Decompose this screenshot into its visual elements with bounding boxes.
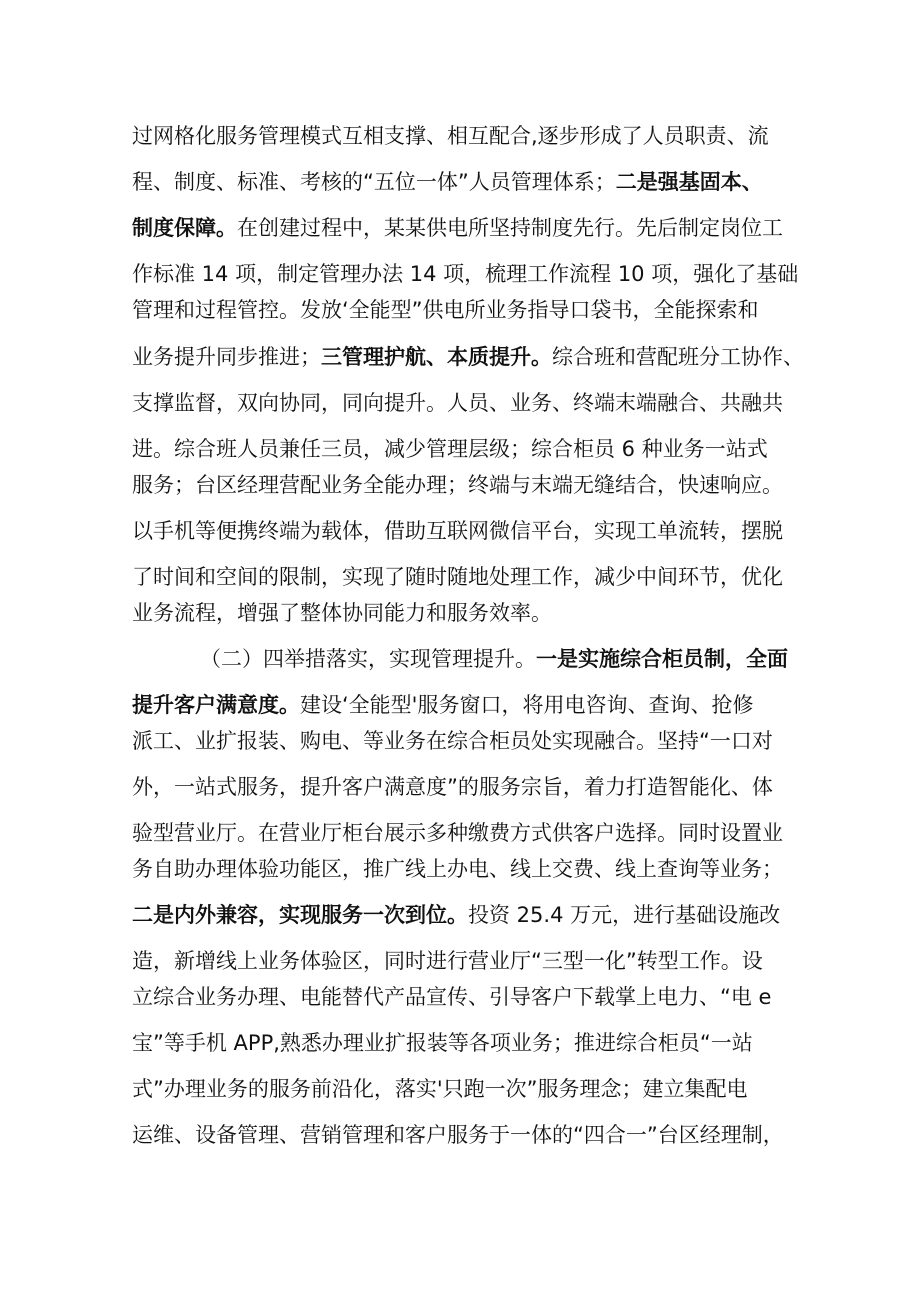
text-run: 过网格化服务管理模式互相支撑、相互配合,逐步形成了人员职责、流 bbox=[132, 124, 769, 148]
bold-text-run: 制度保障。 bbox=[132, 216, 237, 240]
text-line bbox=[132, 337, 804, 377]
text-line bbox=[132, 895, 780, 935]
bold-text-run: 提升客户满意度。 bbox=[132, 693, 300, 717]
text-line bbox=[132, 1115, 784, 1155]
text-line bbox=[132, 593, 552, 633]
text-line bbox=[132, 511, 783, 551]
text-run: 以手机等便携终端为载体，借助互联网微信平台，实现工单流转，摆脱 bbox=[132, 519, 783, 543]
text-run: 在创建过程中，某某供电所坚持制度先行。先后制定岗位工 bbox=[237, 216, 783, 240]
text-line bbox=[132, 254, 798, 294]
text-line bbox=[132, 767, 773, 807]
text-line bbox=[132, 429, 768, 469]
text-line bbox=[132, 1023, 753, 1063]
text-run: 服务；台区经理营配业务全能办理；终端与末端无缝结合，快速响应。 bbox=[132, 473, 783, 497]
bold-text-run: 三管理护航、本质提升。 bbox=[321, 345, 552, 369]
text-run: 进。综合班人员兼任三员，减少管理层级；综合柜员 6 种业务一站式 bbox=[132, 437, 768, 461]
text-run: 业务提升同步推进； bbox=[132, 345, 321, 369]
text-run: 派工、业扩报装、购电、等业务在综合柜员处实现融合。坚持“一口对 bbox=[132, 729, 773, 753]
text-run: 管理和过程管控。发放‘全能型”供电所业务指导口袋书，全能探索和 bbox=[132, 298, 759, 322]
text-line bbox=[132, 383, 783, 423]
text-run: 支撑监督，双向协同，同向提升。人员、业务、终端末端融合、共融共 bbox=[132, 391, 783, 415]
text-line bbox=[132, 977, 771, 1017]
bold-text-run: 一是实施综合柜员制，全面 bbox=[536, 647, 788, 671]
text-run: 投资 25.4 万元，进行基础设施改 bbox=[468, 903, 781, 927]
text-run: 建设‘全能型'服务窗口，将用电咨询、查询、抢修 bbox=[300, 693, 754, 717]
text-run: 作标准 14 项，制定管理办法 14 项，梳理工作流程 10 项，强化了基础 bbox=[132, 262, 799, 286]
text-line bbox=[132, 557, 783, 597]
text-line bbox=[132, 208, 783, 248]
text-run: 运维、设备管理、营销管理和客户服务于一体的“四合一”台区经理制， bbox=[132, 1123, 784, 1147]
text-line bbox=[132, 849, 783, 889]
text-line bbox=[132, 116, 769, 156]
text-line bbox=[132, 1069, 748, 1109]
bold-text-run: 二是强基固本、 bbox=[615, 170, 763, 194]
text-line bbox=[132, 465, 783, 505]
text-run: 外，一站式服务，提升客户满意度”的服务宗旨，着力打造智能化、体 bbox=[132, 775, 773, 799]
text-run: （二）四举措落实，实现管理提升。 bbox=[200, 647, 536, 671]
text-run: 了时间和空间的限制，实现了随时随地处理工作，减少中间环节，优化 bbox=[132, 565, 783, 589]
text-line bbox=[132, 813, 783, 853]
text-run: 式”办理业务的服务前沿化，落实'只跑一次”服务理念；建立集配电 bbox=[132, 1077, 748, 1101]
text-line bbox=[132, 290, 759, 330]
text-line bbox=[132, 721, 773, 761]
text-run: 业务流程，增强了整体协同能力和服务效率。 bbox=[132, 601, 552, 625]
text-line bbox=[132, 685, 753, 725]
text-run: 造，新增线上业务体验区，同时进行营业厅“三型一化”转型工作。设 bbox=[132, 949, 763, 973]
text-line bbox=[132, 162, 763, 202]
text-run: 务自助办理体验功能区，推广线上办电、线上交费、线上查询等业务； bbox=[132, 857, 783, 881]
text-run: 综合班和营配班分工协作、 bbox=[552, 345, 804, 369]
text-line bbox=[200, 639, 788, 679]
text-run: 立综合业务办理、电能替代产品宣传、引导客户下载掌上电力、“电 e bbox=[132, 985, 772, 1009]
text-run: 宝”等手机 APP,熟悉办理业扩报装等各项业务；推进综合柜员“一站 bbox=[132, 1031, 753, 1055]
bold-text-run: 二是内外兼容，实现服务一次到位。 bbox=[132, 903, 468, 927]
text-run: 验型营业厅。在营业厅柜台展示多种缴费方式供客户选择。同时设置业 bbox=[132, 821, 783, 845]
text-line bbox=[132, 941, 763, 981]
text-run: 程、制度、标准、考核的“五位一体”人员管理体系； bbox=[132, 170, 616, 194]
